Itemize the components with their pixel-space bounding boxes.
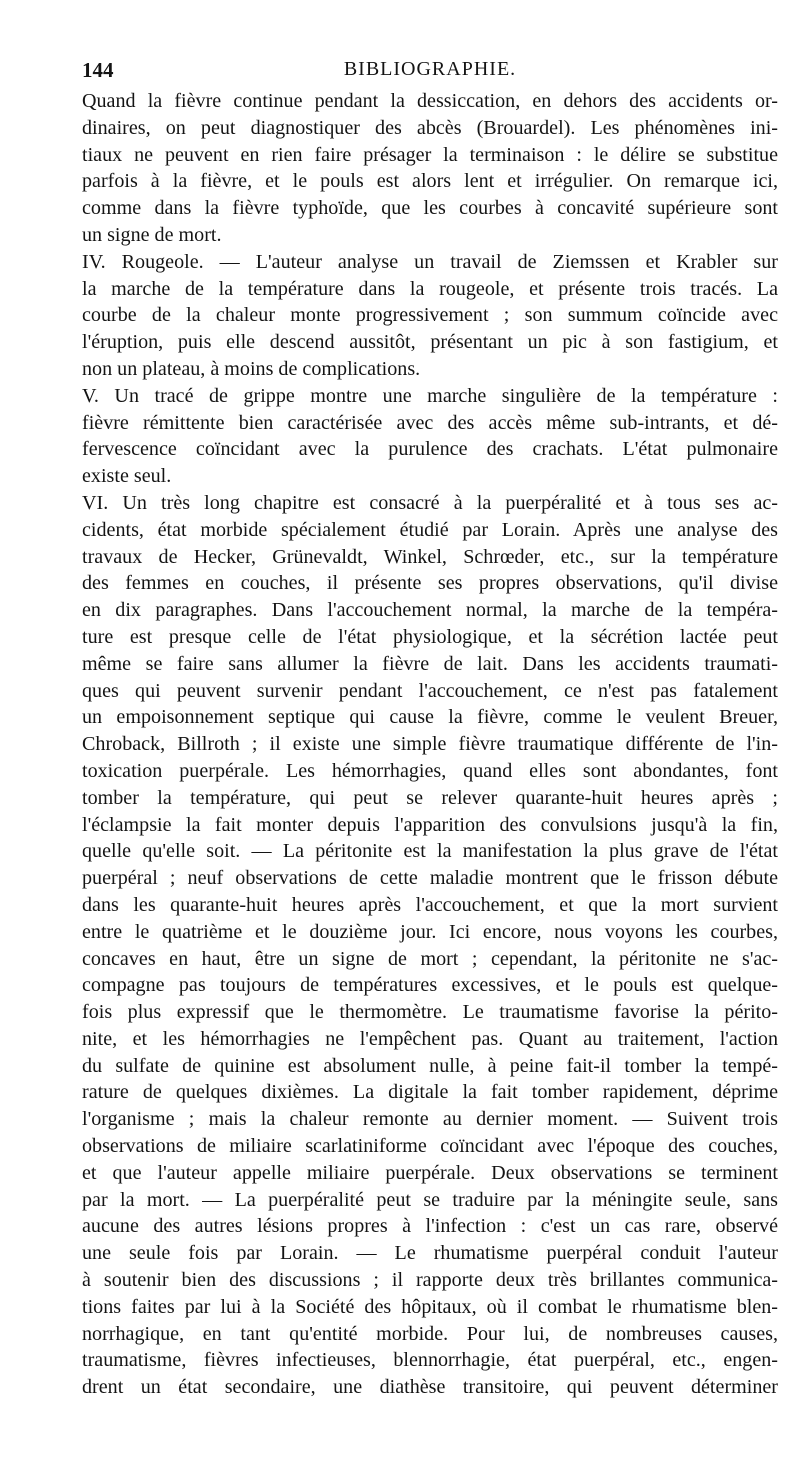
- text-line: tomber la température, qui peut se relever quarante-huit heures après ;: [82, 786, 778, 809]
- text-line: par la mort. — La puerpéralité peut se traduire par la méningite seule, sans: [82, 1188, 778, 1211]
- text-line: parfois à la fièvre, et le pouls est alors lent et irrégulier. On remarque ici,: [82, 170, 778, 193]
- page-header: [82, 52, 778, 88]
- text-line: IV. Rougeole. — L'auteur analyse un travail de Ziemssen et Krabler sur: [82, 250, 778, 273]
- text-line: concaves en haut, être un signe de mort ; cependant, la péritonite ne s'ac-: [82, 947, 778, 970]
- text-line: du sulfate de quinine est absolument nulle, à peine fait-il tomber la tempé-: [82, 1054, 778, 1077]
- text-line: non un plateau, à moins de complications.: [82, 357, 421, 380]
- text-line: dans les quarante-huit heures après l'accouchement, et que la mort survient: [82, 893, 778, 916]
- text-line: courbe de la chaleur monte progressivement ; son summum coïncide avec: [82, 304, 778, 327]
- running-head: BIBLIOGRAPHIE.: [343, 58, 517, 80]
- text-line: l'organisme ; mais la chaleur remonte au dernier moment. — Suivent trois: [82, 1108, 778, 1131]
- text-line: un signe de mort.: [82, 223, 222, 246]
- text-line: observations de miliaire scarlatiniforme coïncidant avec l'époque des couches,: [82, 1135, 778, 1158]
- text-line: Quand la fièvre continue pendant la dessiccation, en dehors des accidents or-: [82, 90, 778, 112]
- text-line: comme dans la fièvre typhoïde, que les courbes à concavité supérieure sont: [82, 197, 778, 220]
- text-line: un empoisonnement septique qui cause la fièvre, comme le veulent Breuer,: [82, 706, 778, 729]
- text-line: fervescence coïncidant avec la purulence des crachats. L'état pulmonaire: [82, 438, 778, 461]
- text-line: la marche de la température dans la rougeole, et présente trois tracés. La: [82, 277, 778, 300]
- text-line: quelle qu'elle soit. — La péritonite est la manifestation la plus grave de l'état: [82, 840, 778, 863]
- text-line: des femmes en couches, il présente ses propres observations, qu'il divise: [82, 572, 778, 595]
- text-line: compagne pas toujours de températures excessives, et le pouls est quelque-: [82, 974, 778, 997]
- text-line: tions faites par lui à la Société des hôpitaux, où il combat le rhumatisme blen-: [82, 1295, 778, 1318]
- text-line: drent un état secondaire, une diathèse transitoire, qui peuvent déterminer: [82, 1376, 778, 1399]
- text-line: V. Un tracé de grippe montre une marche singulière de la température :: [82, 384, 778, 407]
- page-number: 144: [82, 58, 114, 82]
- text-line: ques qui peuvent survenir pendant l'accouchement, ce n'est pas fatalement: [82, 679, 778, 702]
- text-line: tiaux ne peuvent en rien faire présager la terminaison : le délire se substitue: [82, 143, 778, 166]
- document-page: [82, 52, 778, 1401]
- text-line: dinaires, on peut diagnostiquer des abcès (Brouardel). Les phénomènes ini-: [82, 116, 778, 139]
- text-line: à soutenir bien des discussions ; il rapporte deux très brillantes communica-: [82, 1269, 778, 1292]
- text-line: puerpéral ; neuf observations de cette maladie montrent que le frisson débute: [82, 867, 778, 890]
- text-line: toxication puerpérale. Les hémorrhagies, quand elles sont abondantes, font: [82, 759, 778, 782]
- text-line: entre le quatrième et le douzième jour. Ici encore, nous voyons les courbes,: [82, 920, 778, 943]
- text-line: ture est presque celle de l'état physiologique, et la sécrétion lactée peut: [82, 625, 778, 648]
- text-line: travaux de Hecker, Grünevaldt, Winkel, Schrœder, etc., sur la température: [82, 545, 778, 568]
- text-line: l'éclampsie la fait monter depuis l'apparition des convulsions jusqu'à la fin,: [82, 813, 778, 836]
- text-line: traumatisme, fièvres infectieuses, blennorrhagie, état puerpéral, etc., engen-: [82, 1349, 778, 1372]
- text-line: en dix paragraphes. Dans l'accouchement normal, la marche de la tempéra-: [82, 599, 778, 622]
- text-line: Chroback, Billroth ; il existe une simple fièvre traumatique différente de l'in-: [82, 733, 778, 756]
- text-line: VI. Un très long chapitre est consacré à la puerpéralité et à tous ses ac-: [82, 491, 778, 514]
- text-line: et que l'auteur appelle miliaire puerpérale. Deux observations se terminent: [82, 1161, 778, 1184]
- text-line: l'éruption, puis elle descend aussitôt, présentant un pic à son fastigium, et: [82, 331, 778, 354]
- text-line: norrhagique, en tant qu'entité morbide. Pour lui, de nombreuses causes,: [82, 1322, 778, 1345]
- text-line: existe seul.: [82, 465, 172, 488]
- text-line: nite, et les hémorrhagies ne l'empêchent pas. Quant au traitement, l'action: [82, 1027, 778, 1050]
- text-line: fois plus expressif que le thermomètre. Le traumatisme favorise la périto-: [82, 1001, 778, 1024]
- text-line: même se faire sans allumer la fièvre de lait. Dans les accidents traumati-: [82, 652, 778, 675]
- text-line: aucune des autres lésions propres à l'infection : c'est un cas rare, observé: [82, 1215, 778, 1238]
- text-line: rature de quelques dixièmes. La digitale la fait tomber rapidement, déprime: [82, 1081, 778, 1104]
- text-line: une seule fois par Lorain. — Le rhumatisme puerpéral conduit l'auteur: [82, 1242, 778, 1265]
- text-line: fièvre rémittente bien caractérisée avec des accès même sub-intrants, et dé-: [82, 411, 778, 434]
- text-line: cidents, état morbide spécialement étudié par Lorain. Après une analyse des: [82, 518, 778, 541]
- body-text: [82, 88, 778, 1401]
